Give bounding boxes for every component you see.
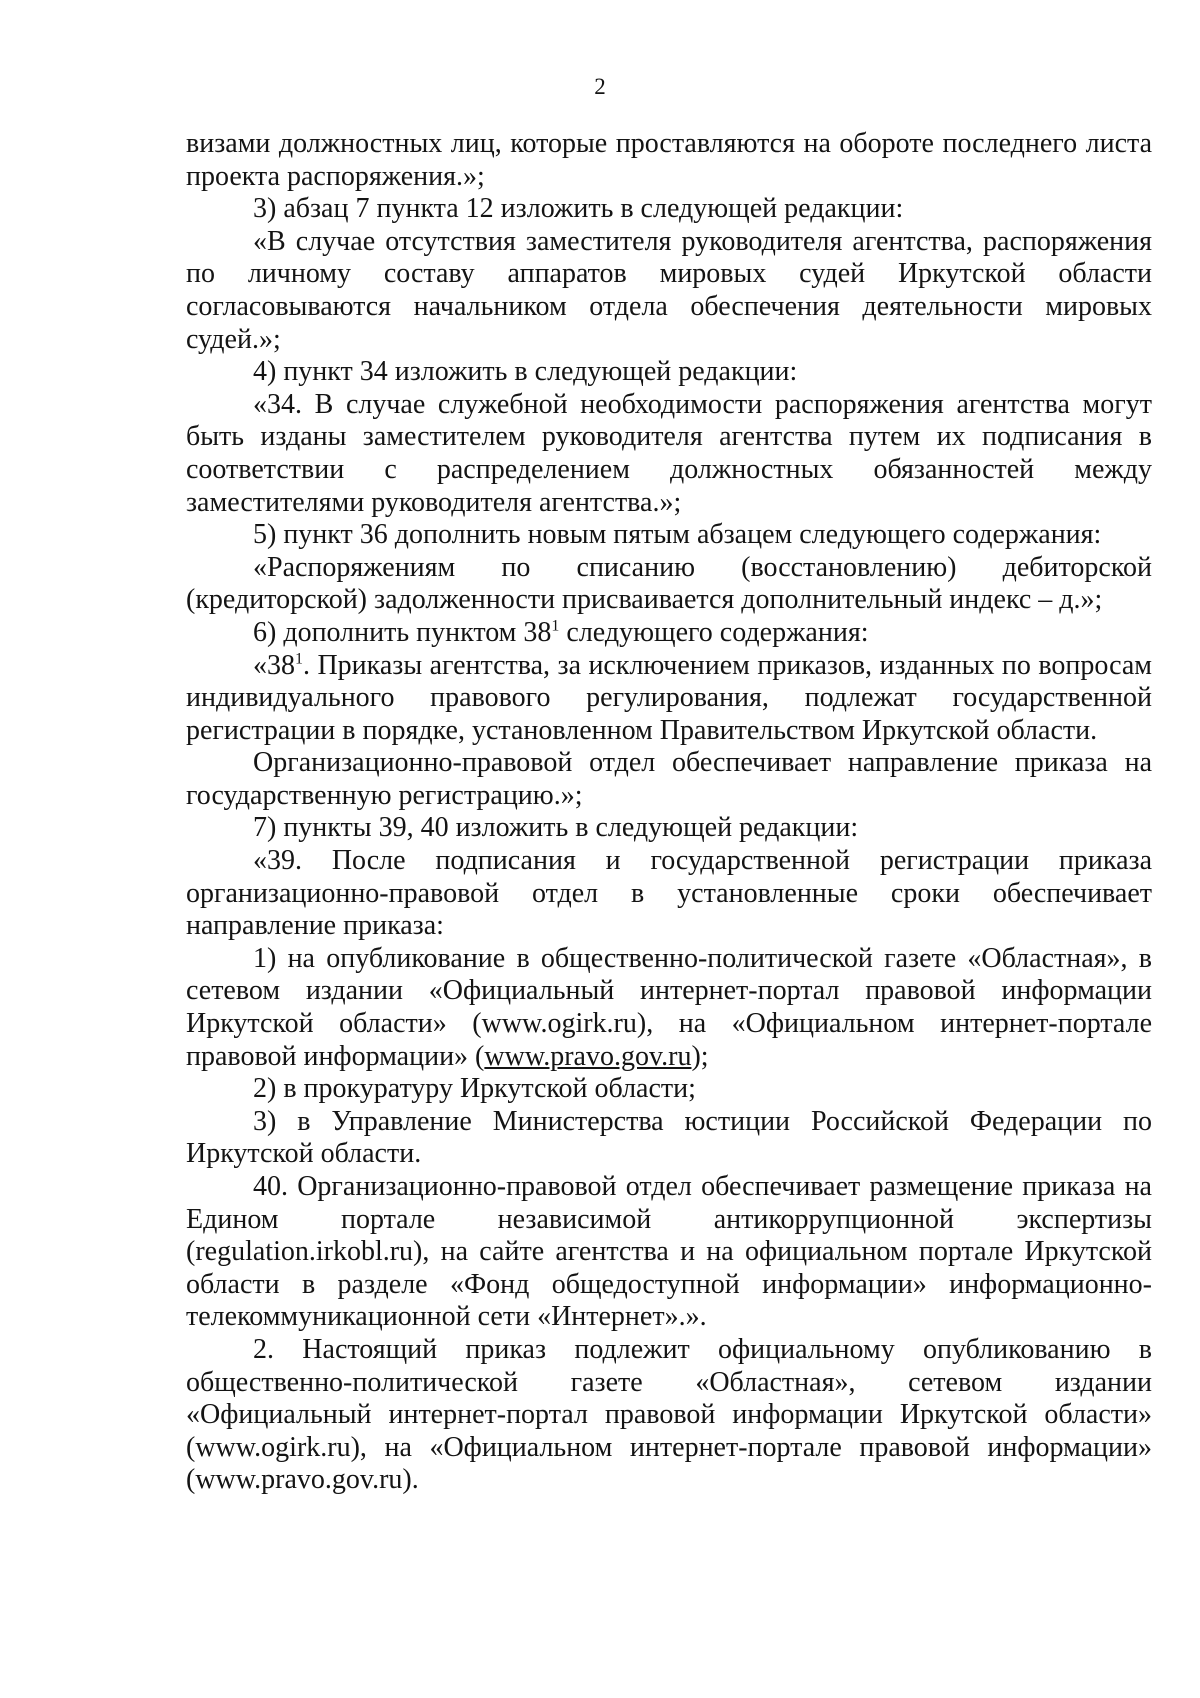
paragraph-item-4: 4) пункт 34 изложить в следующей редакции: bbox=[253, 356, 798, 388]
item-38-1-text-after: . Приказы агентства, за исключением приказов, изданных по вопросам индивидуального правового регулирования, подлежат государственной регистрации в порядке, установленном Правительством Иркутской области. bbox=[186, 649, 1152, 746]
paragraph-item-3: 3) абзац 7 пункта 12 изложить в следующей редакции: bbox=[253, 193, 904, 225]
paragraph-item-4-text: «34. В случае служебной необходимости распоряжения агентства могут быть изданы заместителем руководителя агентства путем их подписания в соответствии с распределением должностных обязанностей между заместителями руководителя агентства.»; bbox=[186, 388, 1152, 518]
subitem-1-text-after: ); bbox=[691, 1040, 709, 1072]
paragraph-subitem-3: 3) в Управление Министерства юстиции Российской Федерации по Иркутской области. bbox=[186, 1105, 1152, 1170]
paragraph-item-38-1 bbox=[186, 650, 1152, 748]
paragraph-section-2: 2. Настоящий приказ подлежит официальному опубликованию в общественно-политической газете «Областная», сетевом издании «Официальный интернет-портал правовой информации Иркутской области» (www.ogirk.ru), на «Официальном интернет-портале правовой информации» (www.pravo.gov.ru). bbox=[186, 1333, 1152, 1496]
paragraph-registration: Организационно-правовой отдел обеспечивает направление приказа на государственную регистрацию.»; bbox=[186, 747, 1152, 811]
page-number: 2 bbox=[594, 74, 606, 99]
paragraph-item-5-text: «Распоряжениям по списанию (восстановлению) дебиторской (кредиторской) задолженности присваивается дополнительный индекс – д.»; bbox=[186, 551, 1152, 616]
paragraph-item-39: «39. После подписания и государственной регистрации приказа организационно-правовой отдел в установленные сроки обеспечивает направление приказа: bbox=[186, 845, 1152, 942]
paragraph-continuation: визами должностных лиц, которые проставляются на обороте последнего листа проекта распоряжения.»; bbox=[186, 128, 1152, 192]
subitem-1-text-before: 1) на опубликование в общественно-политической газете «Областная», в сетевом издании «Официальный интернет-портал правовой информации Иркутской области» (www.ogirk.ru), на «Официальном интернет-портале правовой информации» ( bbox=[186, 942, 1152, 1072]
pravo-gov-link[interactable]: www.pravo.gov.ru bbox=[484, 1040, 692, 1072]
item-38-1-text-before: «38 bbox=[253, 649, 295, 681]
paragraph-item-7: 7) пункты 39, 40 изложить в следующей редакции: bbox=[253, 812, 859, 844]
paragraph-item-5: 5) пункт 36 дополнить новым пятым абзацем следующего содержания: bbox=[253, 519, 1102, 551]
document-body bbox=[186, 128, 1152, 1497]
paragraph-item-6 bbox=[186, 617, 1152, 650]
item-6-text-before: 6) дополнить пунктом 38 bbox=[253, 616, 552, 648]
item-6-text-after: следующего содержания: bbox=[559, 616, 869, 648]
paragraph-item-40: 40. Организационно-правовой отдел обеспечивает размещение приказа на Едином портале независимой антикоррупционной экспертизы (regulation.irkobl.ru), на сайте агентства и на официальном портале Иркутской области в разделе «Фонд общедоступной информации» информационно-телекоммуникационной сети «Интернет».». bbox=[186, 1171, 1152, 1333]
paragraph-subitem-2: 2) в прокуратуру Иркутской области; bbox=[253, 1073, 696, 1105]
paragraph-subitem-1 bbox=[186, 943, 1152, 1073]
item-38-1-superscript: 1 bbox=[295, 650, 303, 668]
item-6-superscript: 1 bbox=[551, 617, 560, 635]
paragraph-item-3-text: «В случае отсутствия заместителя руководителя агентства, распоряжения по личному составу аппаратов мировых судей Иркутской области согласовываются начальником отдела обеспечения деятельности мировых судей.»; bbox=[186, 225, 1152, 355]
